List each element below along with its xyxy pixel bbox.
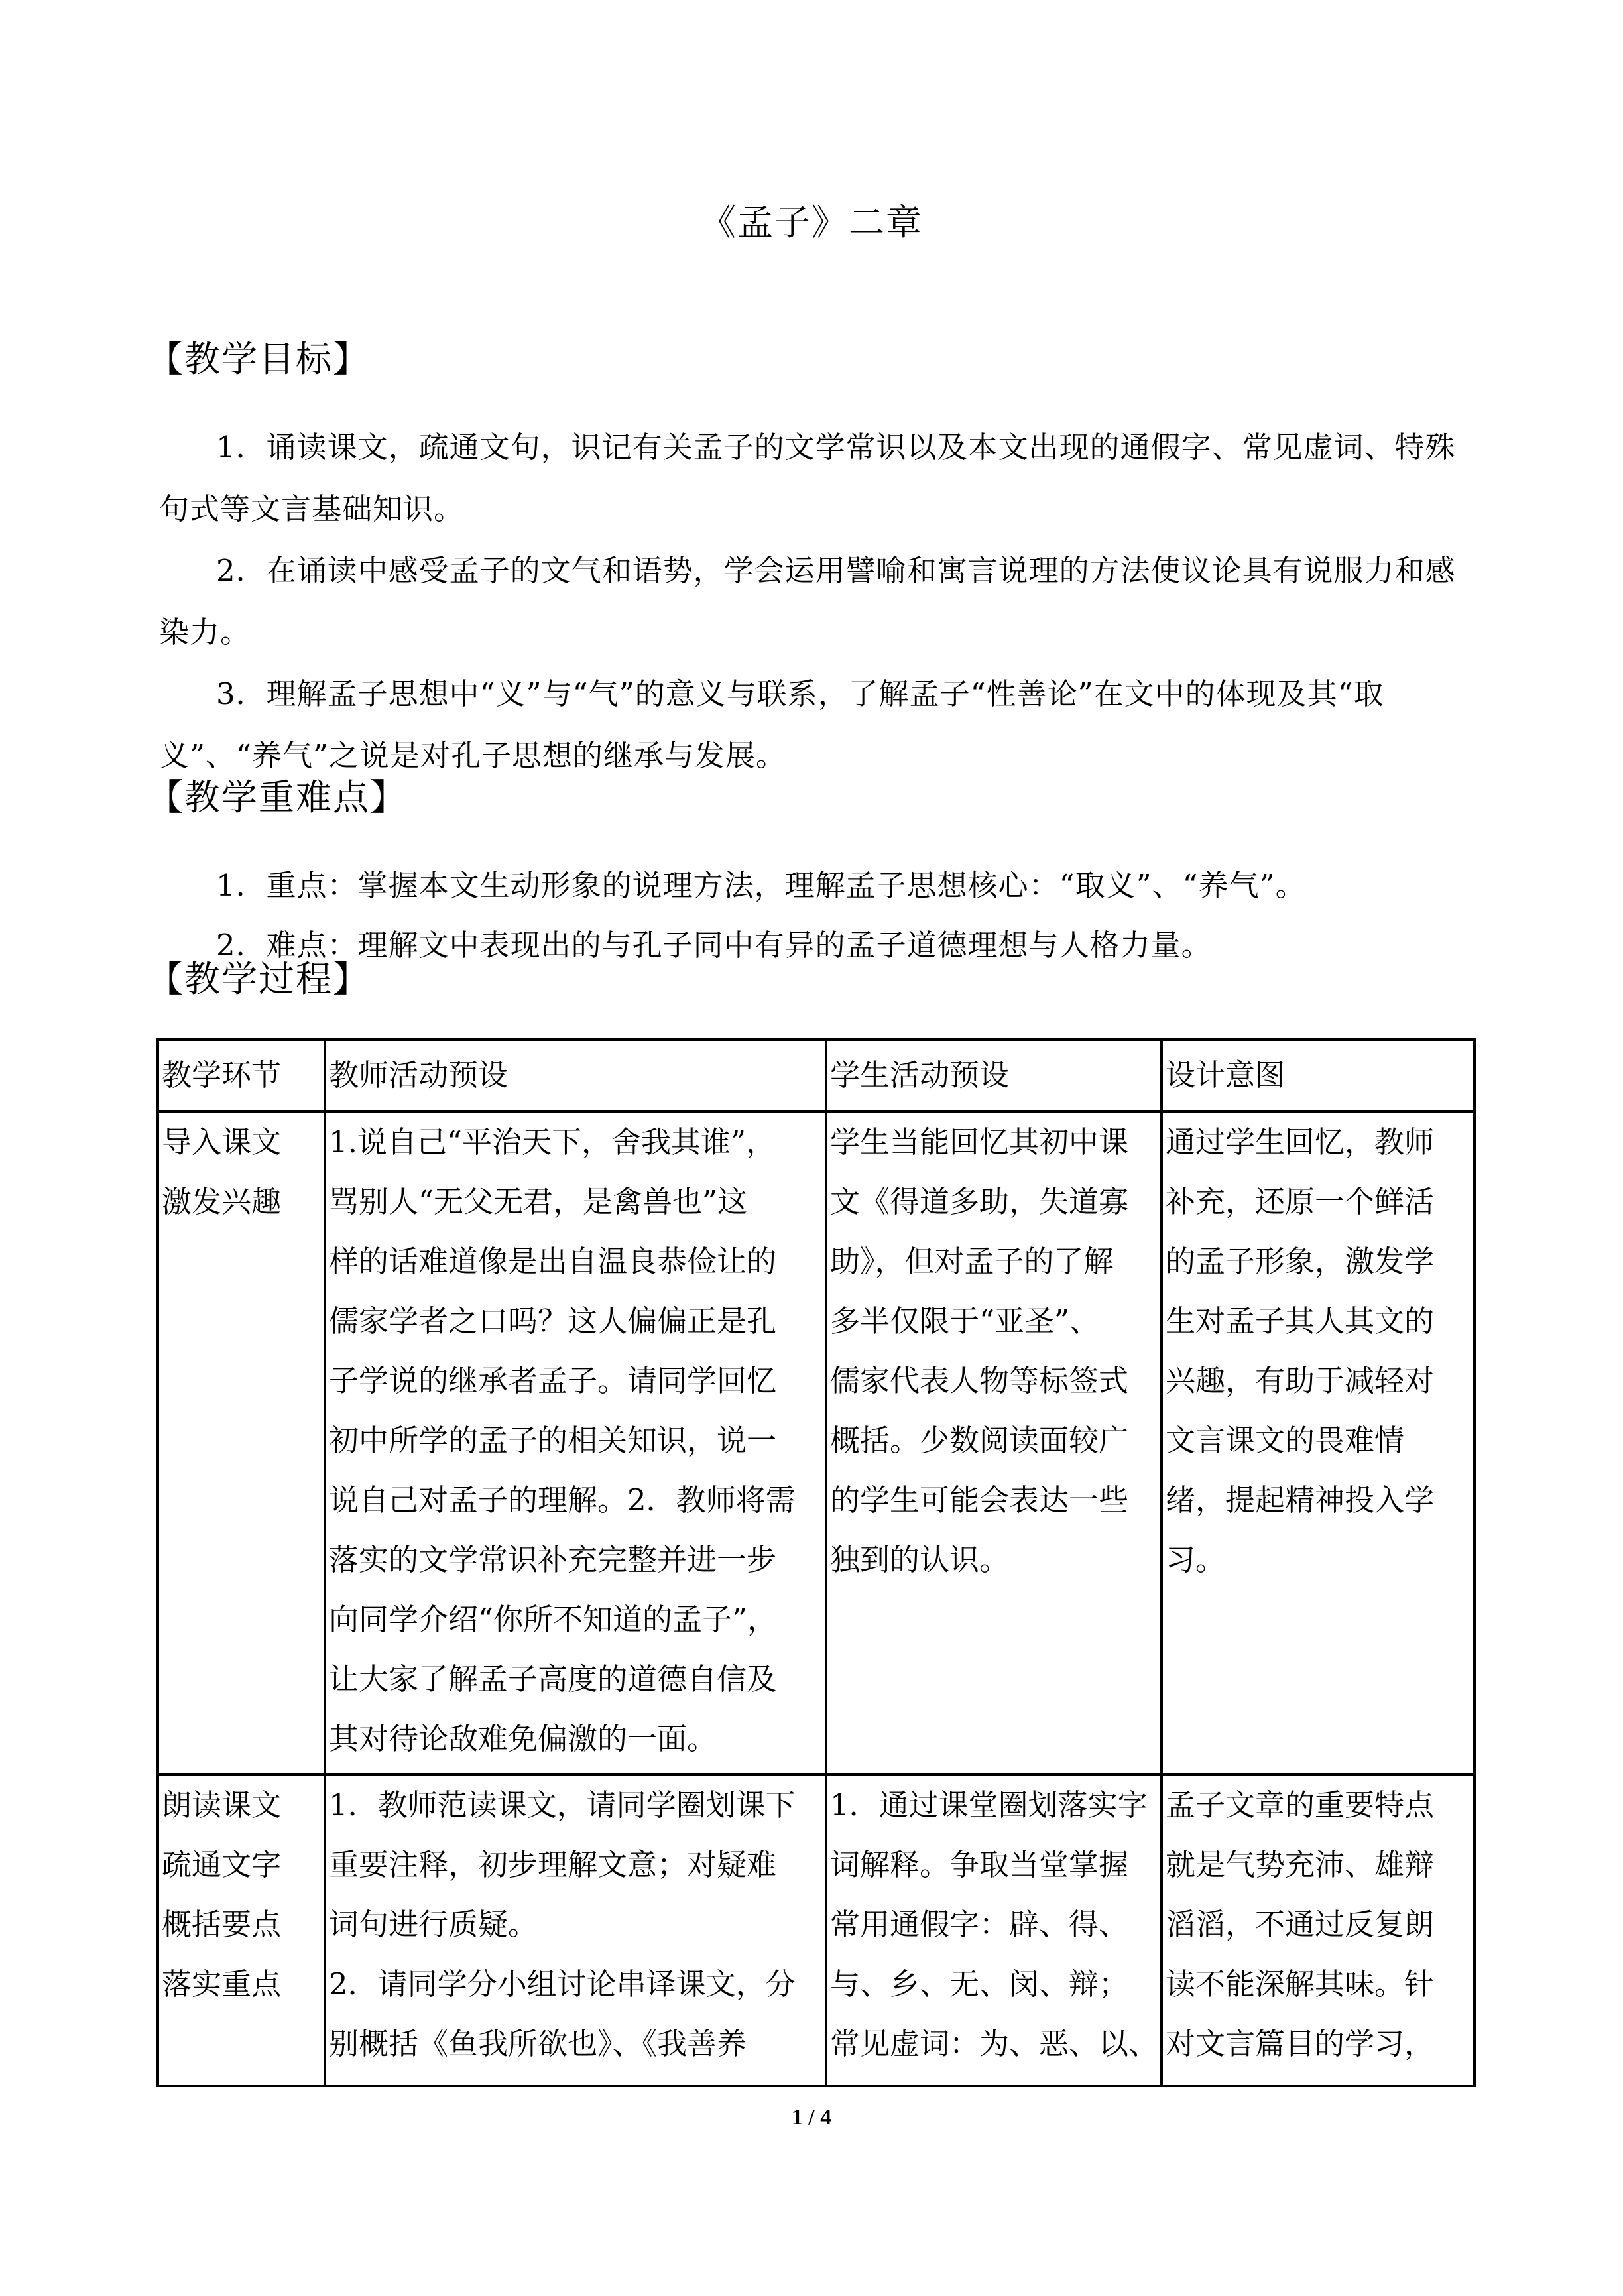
table-header-row bbox=[158, 1040, 1474, 1111]
cell-line: 落实重点 bbox=[162, 1966, 282, 2002]
cell-teacher bbox=[325, 1111, 826, 1774]
cell-line: 重要注释，初步理解文意；对疑难 bbox=[329, 1847, 777, 1882]
cell-stage bbox=[158, 1774, 325, 2086]
cell-line: 对文言篇目的学习， bbox=[1166, 2026, 1435, 2061]
header-student: 学生活动预设 bbox=[826, 1040, 1162, 1111]
cell-line: 导入课文 bbox=[162, 1124, 282, 1160]
heading-key-points: 【教学重难点】 bbox=[147, 776, 407, 818]
cell-line: 激发兴趣 bbox=[162, 1184, 282, 1219]
cell-line: 儒家学者之口吗？这人偏偏正是孔 bbox=[329, 1303, 777, 1339]
cell-line: 就是气势充沛、雄辩 bbox=[1166, 1847, 1435, 1882]
cell-line: 助》，但对孟子的了解 bbox=[830, 1244, 1114, 1279]
cell-line: 通过学生回忆，教师 bbox=[1166, 1124, 1435, 1160]
cell-line: 文《得道多助，失道寡 bbox=[830, 1184, 1129, 1219]
cell-line: 兴趣，有助于减轻对 bbox=[1166, 1363, 1435, 1398]
cell-line: 向同学介绍“你所不知道的孟子”， bbox=[329, 1602, 778, 1637]
page-number: 1 / 4 bbox=[791, 2105, 832, 2130]
cell-student bbox=[826, 1111, 1162, 1774]
cell-line: 文言课文的畏难情 bbox=[1166, 1423, 1405, 1458]
heading-process: 【教学过程】 bbox=[147, 958, 370, 1000]
cell-line: 骂别人“无父无君，是禽兽也”这 bbox=[329, 1184, 748, 1219]
cell-line: 学生当能回忆其初中课 bbox=[830, 1124, 1129, 1160]
cell-line: 常见虚词：为、恶、以、 bbox=[830, 2026, 1159, 2061]
cell-line: 子学说的继承者孟子。请同学回忆 bbox=[329, 1363, 777, 1398]
cell-line: 概括。少数阅读面较广 bbox=[830, 1423, 1129, 1458]
cell-line: 让大家了解孟子高度的道德自信及 bbox=[329, 1662, 777, 1697]
objective-item-2: 2．在诵读中感受孟子的文气和语势，学会运用譬喻和寓言说理的方法使议论具有说服力和感染力。 bbox=[159, 553, 1456, 650]
cell-line: 疏通文字 bbox=[162, 1847, 282, 1882]
objective-item-1: 1．诵读课文，疏通文句，识记有关孟子的文学常识以及本文出现的通假字、常见虚词、特殊句式等文言基础知识。 bbox=[159, 430, 1456, 526]
cell-line: 样的话难道像是出自温良恭俭让的 bbox=[329, 1244, 777, 1279]
cell-line: 绪，提起精神投入学 bbox=[1166, 1482, 1435, 1518]
cell-line: 朗读课文 bbox=[162, 1787, 282, 1823]
cell-intent bbox=[1162, 1111, 1474, 1774]
cell-line: 与、乡、无、闵、辩； bbox=[830, 1966, 1129, 2002]
cell-line: 落实的文学常识补充完整并进一步 bbox=[329, 1542, 777, 1577]
cell-line: 其对待论敌难免偏激的一面。 bbox=[329, 1721, 717, 1756]
cell-line: 独到的认识。 bbox=[830, 1542, 1010, 1577]
cell-intent bbox=[1162, 1774, 1474, 2086]
cell-line: 孟子文章的重要特点 bbox=[1166, 1787, 1435, 1823]
cell-line: 词句进行质疑。 bbox=[329, 1907, 538, 1942]
cell-line: 生对孟子其人其文的 bbox=[1166, 1303, 1435, 1339]
cell-line: 的孟子形象，激发学 bbox=[1166, 1244, 1435, 1279]
header-teacher: 教师活动预设 bbox=[325, 1040, 826, 1111]
cell-line: 的学生可能会表达一些 bbox=[830, 1482, 1129, 1518]
cell-student bbox=[826, 1774, 1162, 2086]
cell-line: 初中所学的孟子的相关知识，说一 bbox=[329, 1423, 777, 1458]
table-row bbox=[158, 1111, 1474, 1774]
cell-line: 说自己对孟子的理解。2．教师将需 bbox=[329, 1482, 796, 1518]
cell-line: 滔滔，不通过反复朗 bbox=[1166, 1907, 1435, 1942]
header-intent: 设计意图 bbox=[1162, 1040, 1474, 1111]
cell-line: 常用通假字：辟、得、 bbox=[830, 1907, 1129, 1942]
cell-line: 2．请同学分小组讨论串译课文，分 bbox=[329, 1966, 796, 2002]
cell-line: 1．通过课堂圈划落实字 bbox=[830, 1787, 1148, 1823]
table-row bbox=[158, 1774, 1474, 2086]
objective-item-3: 3．理解孟子思想中“义”与“气”的意义与联系，了解孟子“性善论”在文中的体现及其“取义”、“养气”之说是对孔子思想的继承与发展。 bbox=[159, 676, 1384, 773]
page-title: 《孟子》二章 bbox=[700, 202, 923, 243]
cell-line: 习。 bbox=[1166, 1542, 1226, 1577]
cell-line: 儒家代表人物等标签式 bbox=[830, 1363, 1129, 1398]
key-point-item-2: 2．难点：理解文中表现出的与孔子同中有异的孟子道德理想与人格力量。 bbox=[216, 928, 1212, 963]
header-stage: 教学环节 bbox=[158, 1040, 325, 1111]
heading-objectives: 【教学目标】 bbox=[147, 338, 370, 380]
cell-teacher bbox=[325, 1774, 826, 2086]
process-table bbox=[156, 1038, 1476, 2087]
cell-line: 补充，还原一个鲜活 bbox=[1166, 1184, 1435, 1219]
cell-line: 1.说自己“平治天下，舍我其谁”， bbox=[329, 1124, 776, 1160]
cell-line: 概括要点 bbox=[162, 1907, 282, 1942]
cell-line: 多半仅限于“亚圣”、 bbox=[830, 1303, 1100, 1339]
cell-stage bbox=[158, 1111, 325, 1774]
cell-line: 读不能深解其味。针 bbox=[1166, 1966, 1435, 2002]
cell-line: 别概括《鱼我所欲也》、《我善养 bbox=[329, 2026, 747, 2061]
cell-line: 1．教师范读课文，请同学圈划课下 bbox=[329, 1787, 796, 1823]
key-point-item-1: 1．重点：掌握本文生动形象的说理方法，理解孟子思想核心：“取义”、“养气”。 bbox=[216, 868, 1306, 903]
cell-line: 词解释。争取当堂掌握 bbox=[830, 1847, 1129, 1882]
